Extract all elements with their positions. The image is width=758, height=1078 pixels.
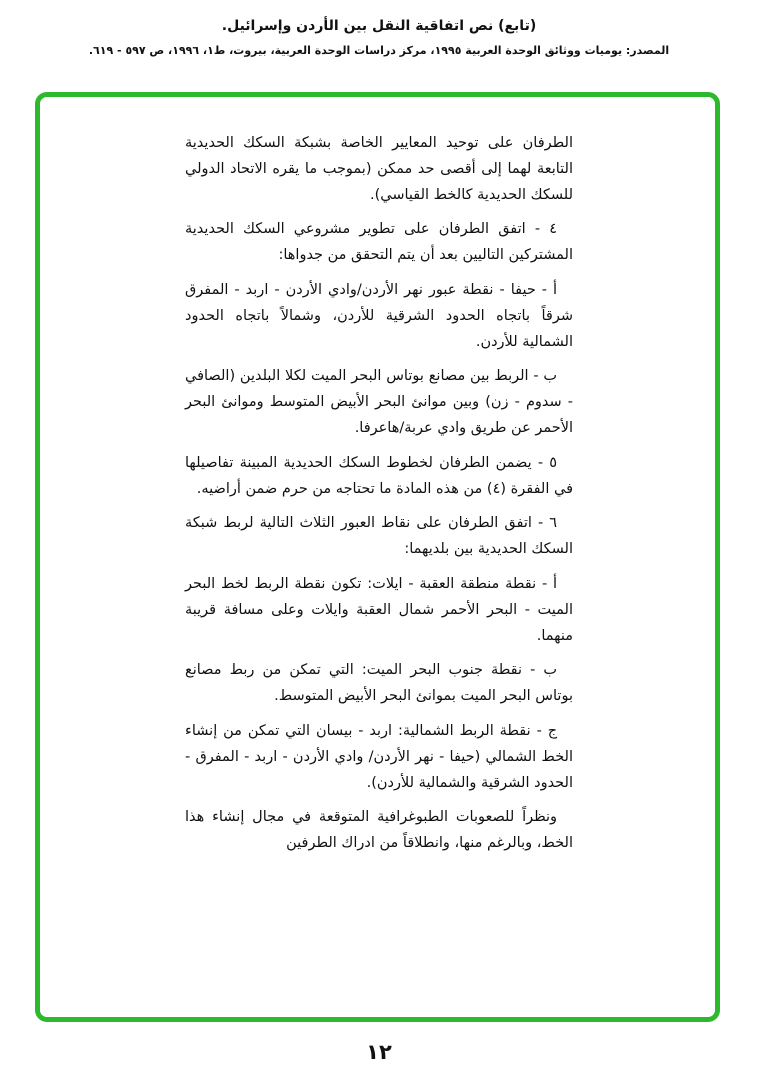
paragraph: أ - حيفا - نقطة عبور نهر الأردن/وادي الأردن - اربد - المفرق شرقاً باتجاه الحدود الشرقية للأردن، وشمالاً باتجاه الحدود الشمالية للأردن. xyxy=(185,281,573,350)
page-number: ١٢ xyxy=(366,1040,392,1064)
header-source: المصدر: يوميات ووثائق الوحدة العربية ١٩٩٥، مركز دراسات الوحدة العربية، بيروت، ط١، ١٩٩٦، ص ٥٩٧ - ٦١٩. xyxy=(88,44,670,57)
page-header xyxy=(0,18,758,57)
content-frame xyxy=(35,92,720,1022)
paragraph: ونظراً للصعوبات الطبوغرافية المتوقعة في مجال إنشاء هذا الخط، وبالرغم منها، وانطلاقاً من ادراك الطرفين xyxy=(185,809,573,852)
paragraph: ٥ - يضمن الطرفان لخطوط السكك الحديدية المبينة تفاصيلها في الفقرة (٤) من هذه المادة ما تحتاجه من حرم ضمن أراضيه. xyxy=(185,454,573,497)
paragraph: ب - الربط بين مصانع بوتاس البحر الميت لكلا البلدين (الصافي - سدوم - زن) وبين موانئ البحر الأبيض المتوسط وموانئ البحر الأحمر عن طريق وادي عربة/هاعرفا. xyxy=(185,368,573,436)
paragraph: أ - نقطة منطقة العقبة - ايلات: تكون نقطة الربط لخط البحر الميت - البحر الأحمر شمال العقبة وايلات وعلى مسافة قريبة منهما. xyxy=(185,575,573,644)
paragraph: ٤ - اتفق الطرفان على تطوير مشروعي السكك الحديدية المشتركين التاليين بعد أن يتم التحقق من جدواها: xyxy=(185,221,573,264)
header-title: (تابع) نص اتفاقية النقل بين الأردن وإسرائيل. xyxy=(221,18,537,34)
body-text xyxy=(40,97,715,857)
paragraph: ب - نقطة جنوب البحر الميت: التي تمكن من ربط مصانع بوتاس البحر الميت بموانئ البحر الأبيض المتوسط. xyxy=(185,662,573,705)
paragraph: الطرفان على توحيد المعايير الخاصة بشبكة السكك الحديدية التابعة لهما إلى أقصى حد ممكن (بموجب ما يقره الاتحاد الدولي للسكك الحديدية كالخط القياسي). xyxy=(185,135,573,203)
paragraph: ج - نقطة الربط الشمالية: اربد - بيسان التي تمكن من إنشاء الخط الشمالي (حيفا - نهر الأردن/ وادي الأردن - اربد - المفرق - الحدود الشرقية والشمالية للأردن). xyxy=(185,722,573,791)
paragraph: ٦ - اتفق الطرفان على نقاط العبور الثلاث التالية لربط شبكة السكك الحديدية بين بلديهما: xyxy=(185,515,573,558)
